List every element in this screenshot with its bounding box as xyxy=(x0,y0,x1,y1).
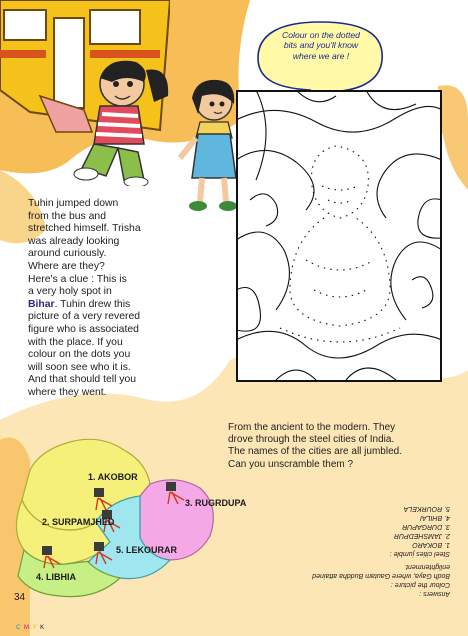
story-text xyxy=(28,198,196,400)
answers-colour-answer: Bodh Gaya, where Gautam Buddha attained xyxy=(312,572,450,579)
answers-item: 2. JAMSHEDPUR xyxy=(393,532,450,539)
answers-steel-label: Steel cities jumble : xyxy=(389,550,450,557)
city-label-4: 4. LIBHIA xyxy=(36,572,77,582)
answers-item: 4. BHILAI xyxy=(420,514,450,521)
print-marks xyxy=(16,625,45,631)
answers-colour-answer2: enlightenment. xyxy=(404,563,450,570)
city-label-3: 3. RUGRDUPA xyxy=(185,498,247,508)
answers-title: Answers : xyxy=(419,590,450,597)
answers-colour-label: Colour the picture : xyxy=(390,581,450,588)
bihar-highlight: Bihar xyxy=(28,298,55,310)
steel-cities-intro: From the ancient to the modern. They drove through the steel cities of India. The names of the cities are all jumbled. Can you unscramble them ? xyxy=(228,422,402,470)
answers-item: 3. DURGAPUR xyxy=(402,523,450,530)
city-marker-5 xyxy=(92,540,118,566)
city-marker-4 xyxy=(40,544,66,570)
story-text-part2: . Tuhin drew this picture of a very revered figure who is associated with the place. If you colour on the dots you will soon see who it is. And that should tell you where they went. xyxy=(28,298,141,398)
answers-item: 1. BOKARO xyxy=(412,541,450,548)
print-mark-m: M xyxy=(24,625,31,631)
bubble-text: Colour on the dotted bits and you'll know where we are ! xyxy=(282,30,360,61)
answers-box xyxy=(300,488,450,598)
answers-item: 5. ROURKELA xyxy=(403,505,450,512)
print-mark-k: K xyxy=(40,625,46,631)
boy-illustration xyxy=(60,56,170,186)
print-mark-c: C xyxy=(16,625,22,631)
print-mark-y: Y xyxy=(32,625,38,631)
page-number: 34 xyxy=(14,592,26,603)
story-text-part1: Tuhin jumped down from the bus and stretched himself. Trisha was already looking around curiously. Where are they? Here's a clue : This is a very holy spot in xyxy=(28,198,141,298)
city-label-5: 5. LEKOURAR xyxy=(116,545,178,555)
dot-colour-puzzle xyxy=(236,90,442,382)
city-label-2: 2. SURPAMJHED xyxy=(42,517,115,527)
city-label-1: 1. AKOBOR xyxy=(88,472,138,482)
